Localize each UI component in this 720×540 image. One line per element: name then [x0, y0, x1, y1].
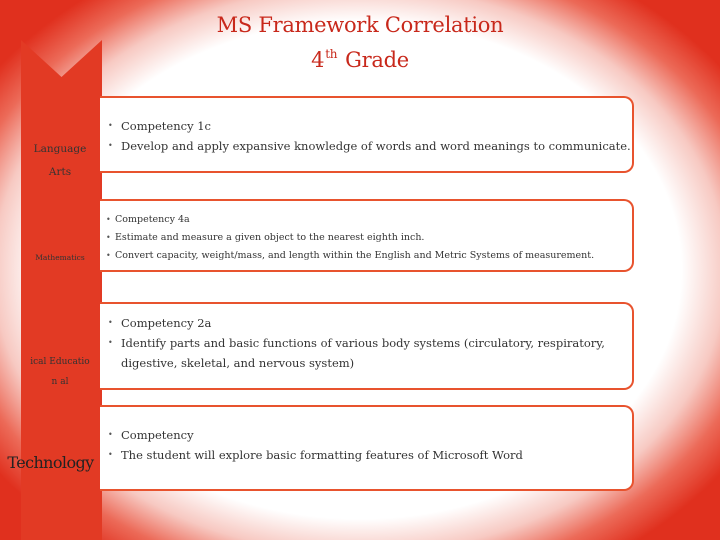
subject-label-pe-line1: ical Educatio [30, 357, 90, 367]
competency-bullet: • Competency 2a [121, 313, 632, 333]
grade-number: 4 [311, 48, 325, 72]
subject-label-technology: Technology [7, 453, 94, 472]
page-subtitle [0, 47, 720, 72]
competency-bullet: • Competency [121, 425, 632, 445]
grade-word: Grade [345, 48, 409, 72]
page-title: MS Framework Correlation [216, 13, 504, 37]
competency-box-mathematics [100, 199, 634, 272]
subject-label-pe-line2: n al [51, 377, 69, 387]
competency-box-technology [100, 405, 634, 491]
competency-bullet: • Identify parts and basic functions of various body systems (circulatory, respiratory, digestive, skeletal, and nervous system) [121, 333, 632, 373]
competency-box-physical-education [100, 302, 634, 390]
subject-label-language-arts: Language Arts [33, 143, 87, 178]
competency-box-language-arts [100, 96, 634, 173]
competency-bullet: • The student will explore basic formatting features of Microsoft Word [121, 445, 632, 465]
competency-bullet: • Convert capacity, weight/mass, and length within the English and Metric Systems of measurement. [115, 247, 632, 265]
competency-bullet: • Estimate and measure a given object to the nearest eighth inch. [115, 229, 632, 247]
competency-bullet: • Competency 1c [121, 116, 632, 136]
grade-suffix: th [325, 47, 338, 61]
competency-bullet: • Develop and apply expansive knowledge of words and word meanings to communicate. [121, 136, 632, 156]
subject-label-mathematics: Mathematics [35, 253, 85, 262]
competency-bullet: • Competency 4a [115, 211, 632, 229]
subject-label-physical-education [22, 352, 98, 392]
